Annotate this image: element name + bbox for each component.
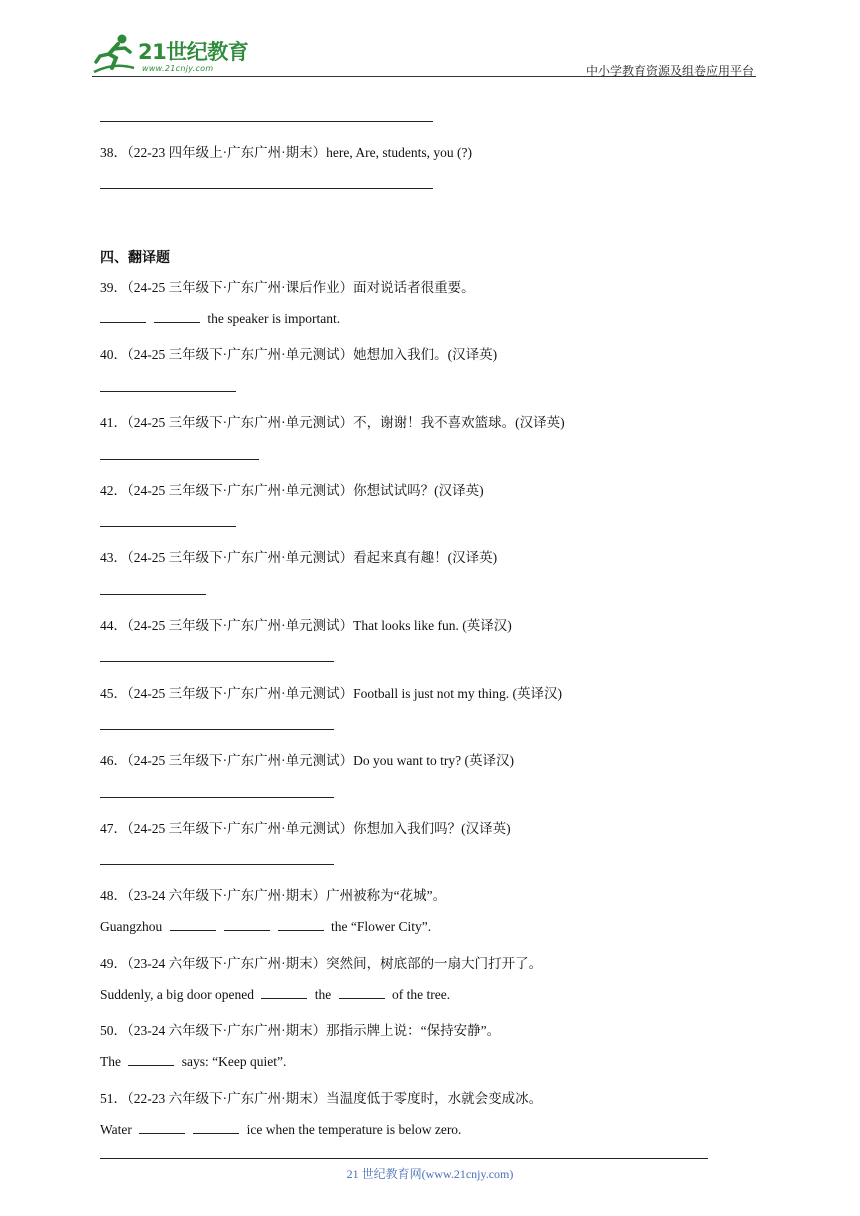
blank-field[interactable] [128, 1053, 174, 1066]
answer-48-suffix: the “Flower City”. [330, 919, 432, 934]
answer-line-45[interactable] [100, 729, 334, 730]
page-footer: 21 世纪教育网(www.21cnjy.com) [346, 1167, 514, 1181]
question-48: 48．（23-24 六年级下·广东广州·期末）广州被称为“花城”。 [100, 888, 447, 903]
blank-field[interactable] [170, 918, 216, 931]
logo-text: 21世纪教育 [138, 40, 249, 64]
header-platform-text: 中小学教育资源及组卷应用平台 [585, 64, 754, 78]
answer-line-40[interactable] [100, 391, 236, 392]
blank-field[interactable] [224, 918, 270, 931]
answer-51-prefix: Water [100, 1122, 132, 1137]
answer-39 [100, 310, 340, 327]
blank-field[interactable] [139, 1121, 185, 1134]
answer-line-43[interactable] [100, 594, 206, 595]
question-50: 50．（23-24 六年级下·广东广州·期末）那指示牌上说：“保持安静”。 [100, 1023, 501, 1038]
question-41: 41．（24-25 三年级下·广东广州·单元测试）不，谢谢！我不喜欢篮球。(汉译英) [100, 415, 565, 430]
answer-39-suffix: the speaker is important. [207, 311, 341, 326]
question-44: 44．（24-25 三年级下·广东广州·单元测试）That looks like fun. (英译汉) [100, 618, 512, 633]
page-header [92, 30, 756, 78]
answer-line-38[interactable] [100, 188, 433, 189]
header-divider [92, 76, 756, 77]
blank-field[interactable] [193, 1121, 239, 1134]
footer-divider [100, 1158, 708, 1159]
answer-49-suffix: of the tree. [391, 987, 451, 1002]
blank-field[interactable] [278, 918, 324, 931]
answer-51 [100, 1121, 461, 1138]
question-39: 39．（24-25 三年级下·广东广州·课后作业）面对说话者很重要。 [100, 280, 475, 295]
answer-49-mid: the [314, 987, 332, 1002]
question-47: 47．（24-25 三年级下·广东广州·单元测试）你想加入我们吗？(汉译英) [100, 821, 511, 836]
question-42: 42．（24-25 三年级下·广东广州·单元测试）你想试试吗？(汉译英) [100, 483, 484, 498]
blank-field[interactable] [339, 986, 385, 999]
question-45: 45．（24-25 三年级下·广东广州·单元测试）Football is just not my thing. (英译汉) [100, 686, 562, 701]
blank-field[interactable] [261, 986, 307, 999]
answer-50 [100, 1053, 286, 1070]
question-43: 43．（24-25 三年级下·广东广州·单元测试）看起来真有趣！(汉译英) [100, 550, 498, 565]
answer-line-37[interactable] [100, 121, 433, 122]
section-title: 四、翻译题 [100, 250, 170, 266]
blank-field[interactable] [154, 310, 200, 323]
answer-48-prefix: Guangzhou [100, 919, 163, 934]
logo [92, 32, 262, 76]
answer-49-prefix: Suddenly, a big door opened [100, 987, 254, 1002]
answer-line-47[interactable] [100, 864, 334, 865]
logo-url: www.21cnjy.com [142, 64, 214, 73]
answer-49 [100, 986, 450, 1003]
answer-48 [100, 918, 431, 935]
blank-field[interactable] [100, 310, 146, 323]
question-38: 38．（22-23 四年级上·广东广州·期末）here, Are, students, you (?) [100, 145, 472, 160]
answer-line-44[interactable] [100, 661, 334, 662]
answer-50-prefix: The [100, 1054, 121, 1069]
answer-line-42[interactable] [100, 526, 236, 527]
question-51: 51．（22-23 六年级下·广东广州·期末）当温度低于零度时，水就会变成冰。 [100, 1091, 543, 1106]
answer-line-41[interactable] [100, 459, 259, 460]
answer-line-46[interactable] [100, 797, 334, 798]
answer-51-suffix: ice when the temperature is below zero. [246, 1122, 462, 1137]
question-40: 40．（24-25 三年级下·广东广州·单元测试）她想加入我们。(汉译英) [100, 347, 498, 362]
runner-logo-icon [92, 32, 136, 76]
question-46: 46．（24-25 三年级下·广东广州·单元测试）Do you want to try? (英译汉) [100, 753, 514, 768]
answer-50-suffix: says: “Keep quiet”. [181, 1054, 287, 1069]
question-49: 49．（23-24 六年级下·广东广州·期末）突然间，树底部的一扇大门打开了。 [100, 956, 543, 971]
